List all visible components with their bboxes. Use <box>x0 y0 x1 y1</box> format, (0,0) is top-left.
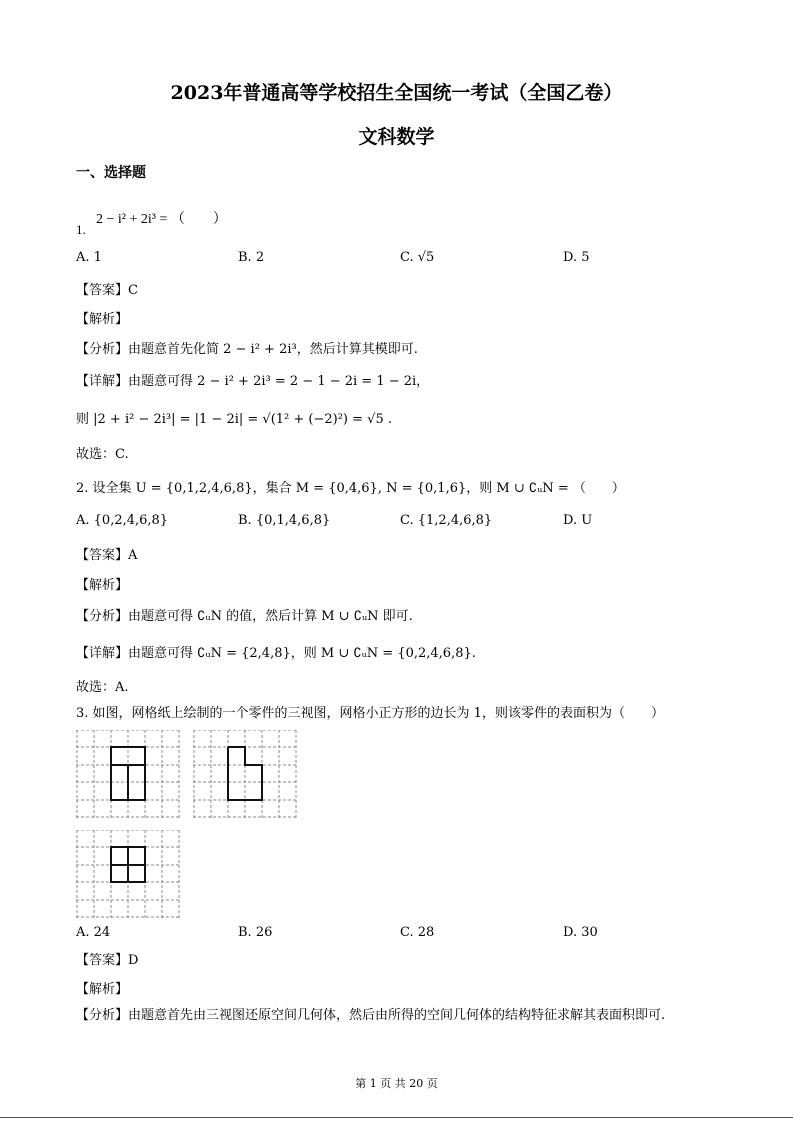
q1-number: 1. <box>76 222 86 237</box>
q2-option-d: D. U <box>563 513 593 528</box>
q2-jiexi: 【解析】 <box>76 578 129 593</box>
q1-option-a: A. 1 <box>76 250 102 265</box>
q1-option-d: D. 5 <box>563 250 590 265</box>
document-title: 2023年普通高等学校招生全国统一考试（全国乙卷） <box>170 82 623 104</box>
q3-jiexi: 【解析】 <box>76 982 129 997</box>
q1-xiangjie: 【详解】由题意可得 2 − i² + 2i³ = 2 − 1 − 2i = 1 − 2i， <box>76 374 430 389</box>
q3-answer: 【答案】D <box>76 953 139 968</box>
q3-option-d: D. 30 <box>563 925 598 940</box>
q1-option-b: B. 2 <box>238 250 265 265</box>
q2-xiangjie: 【详解】由题意可得 ∁ᵤN = {2,4,8}，则 M ∪ ∁ᵤN = {0,2,4,6,8}. <box>76 646 476 661</box>
q2-answer: 【答案】A <box>76 548 138 563</box>
side-view-figure <box>193 730 297 818</box>
bottom-rule <box>0 1117 793 1118</box>
q2-option-c: C. {1,2,4,6,8} <box>400 513 493 528</box>
q2-option-b: B. {0,1,4,6,8} <box>238 513 331 528</box>
top-view-figure <box>76 830 180 918</box>
page-footer: 第 1 页 共 20 页 <box>355 1077 438 1090</box>
q2-stem: 2. 设全集 U = {0,1,2,4,6,8}，集合 M = {0,4,6}, N = {0,1,6}，则 M ∪ ∁ᵤN = （ ） <box>76 481 625 496</box>
q1-then: 则 |2 + i² − 2i³| = |1 − 2i| = √(1² + (−2)²) = √5 . <box>76 412 392 427</box>
q3-stem: 3. 如图，网格纸上绘制的一个零件的三视图，网格小正方形的边长为 1，则该零件的表面积为（ ） <box>76 706 664 721</box>
q2-fenxi: 【分析】由题意可得 ∁ᵤN 的值，然后计算 M ∪ ∁ᵤN 即可. <box>76 609 413 624</box>
q2-select: 故选：A. <box>76 680 129 695</box>
q3-option-b: B. 26 <box>238 925 273 940</box>
q1-jiexi: 【解析】 <box>76 312 129 327</box>
section-heading: 一、选择题 <box>76 165 146 181</box>
front-view-figure <box>76 730 180 818</box>
q3-fenxi: 【分析】由题意首先由三视图还原空间几何体，然后由所得的空间几何体的结构特征求解其表面积即可. <box>76 1008 666 1023</box>
q1-stem: 2 − i² + 2i³ = （ ） <box>96 212 227 227</box>
q3-option-c: C. 28 <box>400 925 435 940</box>
document-subtitle: 文科数学 <box>358 126 435 148</box>
q2-option-a: A. {0,2,4,6,8} <box>76 513 169 528</box>
q1-fenxi: 【分析】由题意首先化简 2 − i² + 2i³，然后计算其模即可. <box>76 342 418 357</box>
q3-option-a: A. 24 <box>76 925 111 940</box>
q1-select: 故选：C. <box>76 447 129 462</box>
q1-option-c: C. √5 <box>400 250 435 265</box>
q1-answer: 【答案】C <box>76 283 138 298</box>
